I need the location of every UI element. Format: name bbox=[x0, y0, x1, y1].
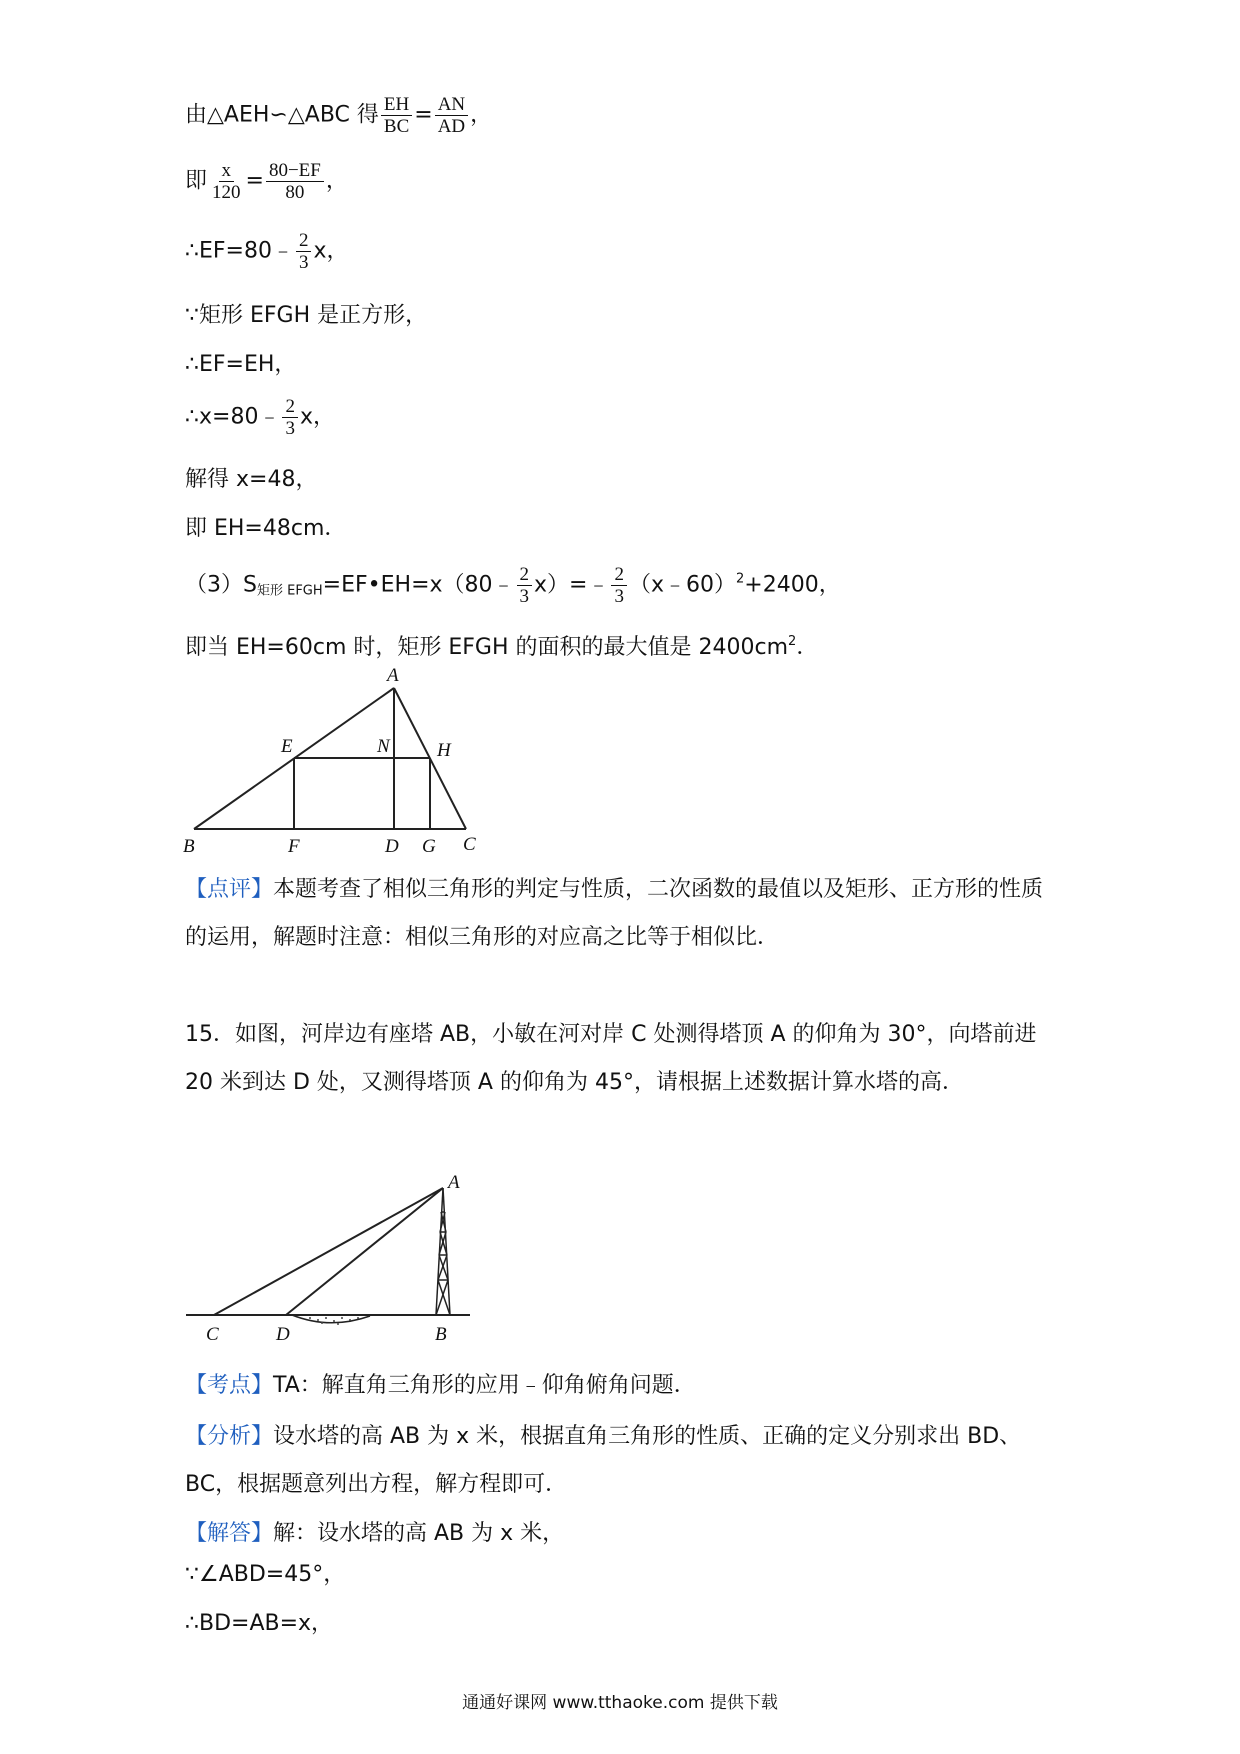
label-E: E bbox=[281, 736, 293, 757]
fenxi-paragraph: 【分析】设水塔的高 AB 为 x 米，根据直角三角形的性质、正确的定义分别求出 BD、BC，根据题意列出方程，解方程即可． bbox=[185, 1424, 1022, 1497]
fraction: $\frac{EH}{BC}$ bbox=[381, 94, 412, 137]
kaodian-tag: 【考点】 bbox=[185, 1373, 274, 1398]
label-D: D bbox=[276, 1324, 290, 1345]
comment-tag: 【点评】 bbox=[185, 877, 274, 902]
fraction: $\frac{2}{3}$ bbox=[282, 396, 298, 439]
label-A: A bbox=[387, 665, 399, 686]
solution-line-6: ∴x=80﹣ $\frac{2}{3}$ x， bbox=[185, 396, 335, 439]
label-N: N bbox=[377, 736, 390, 757]
label-A: A bbox=[448, 1172, 460, 1193]
label-D: D bbox=[385, 836, 399, 857]
jieda-paragraph: 【解答】解：设水塔的高 AB 为 x 米， bbox=[185, 1521, 565, 1546]
solution-step-2: ∴BD=AB=x， bbox=[185, 1611, 334, 1636]
label-H: H bbox=[437, 740, 451, 761]
fenxi-tag: 【分析】 bbox=[185, 1424, 274, 1449]
triangle-rectangle-figure bbox=[180, 660, 500, 860]
label-B: B bbox=[435, 1324, 447, 1345]
solution-step-1: ∵∠ABD=45°， bbox=[185, 1562, 346, 1587]
footer-text: 通通好课网 www.tthaoke.com 提供下载 bbox=[462, 1693, 778, 1713]
fraction: $\frac{2}{3}$ bbox=[296, 230, 312, 273]
fraction: $\frac{AN}{AD}$ bbox=[435, 94, 468, 137]
solution-line-1: 由△AEH∽△ABC 得 $\frac{EH}{BC}$ = $\frac{AN}{AD}$ ， bbox=[185, 94, 493, 137]
solution-line-9: $(3)S_{矩形 EFGH}=EF•EH=x(80﹣$ $\frac{2}{3}$ x）=﹣ $\frac{2}{3}$ （x﹣60）$^2$+2400， bbox=[185, 564, 841, 607]
solution-line-3: ∴EF=80﹣ $\frac{2}{3}$ x， bbox=[185, 230, 349, 273]
label-C: C bbox=[463, 834, 476, 855]
comment-paragraph: 【点评】本题考查了相似三角形的判定与性质，二次函数的最值以及矩形、正方形的性质的运用，解题时注意：相似三角形的对应高之比等于相似比． bbox=[185, 877, 1044, 950]
label-B: B bbox=[183, 836, 195, 857]
label-G: G bbox=[422, 836, 436, 857]
fraction: $\frac{2}{3}$ bbox=[611, 564, 627, 607]
kaodian-paragraph: 【考点】TA：解直角三角形的应用﹣仰角俯角问题． bbox=[185, 1373, 696, 1398]
label-F: F bbox=[288, 836, 300, 857]
solution-line-7: 解得 x=48， bbox=[185, 467, 318, 492]
text: 由△AEH∽△ABC 得 bbox=[185, 102, 379, 128]
fraction: $\frac{80-EF}{80}$ bbox=[266, 160, 324, 203]
jieda-tag: 【解答】 bbox=[185, 1521, 274, 1546]
solution-line-8: 即 EH=48cm． bbox=[185, 516, 347, 541]
solution-line-2: 即 $\frac{x}{120}$ = $\frac{80-EF}{80}$ ， bbox=[185, 160, 348, 203]
tower-figure bbox=[180, 1160, 480, 1350]
fraction: $\frac{x}{120}$ bbox=[212, 160, 241, 203]
solution-line-10: 即当 EH=60cm 时，矩形 EFGH 的面积的最大值是 $2400cm^2$． bbox=[185, 634, 819, 660]
fraction: $\frac{2}{3}$ bbox=[517, 564, 533, 607]
solution-line-4: ∵矩形 EFGH 是正方形， bbox=[185, 303, 428, 328]
label-C: C bbox=[206, 1324, 219, 1345]
question-15: 15．如图，河岸边有座塔 AB，小敏在河对岸 C 处测得塔顶 A 的仰角为 30°，向塔前进 20 米到达 D 处，又测得塔顶 A 的仰角为 45°，请根据上述数据计算水塔的高． bbox=[185, 1022, 1037, 1095]
solution-line-5: ∴EF=EH， bbox=[185, 352, 297, 377]
